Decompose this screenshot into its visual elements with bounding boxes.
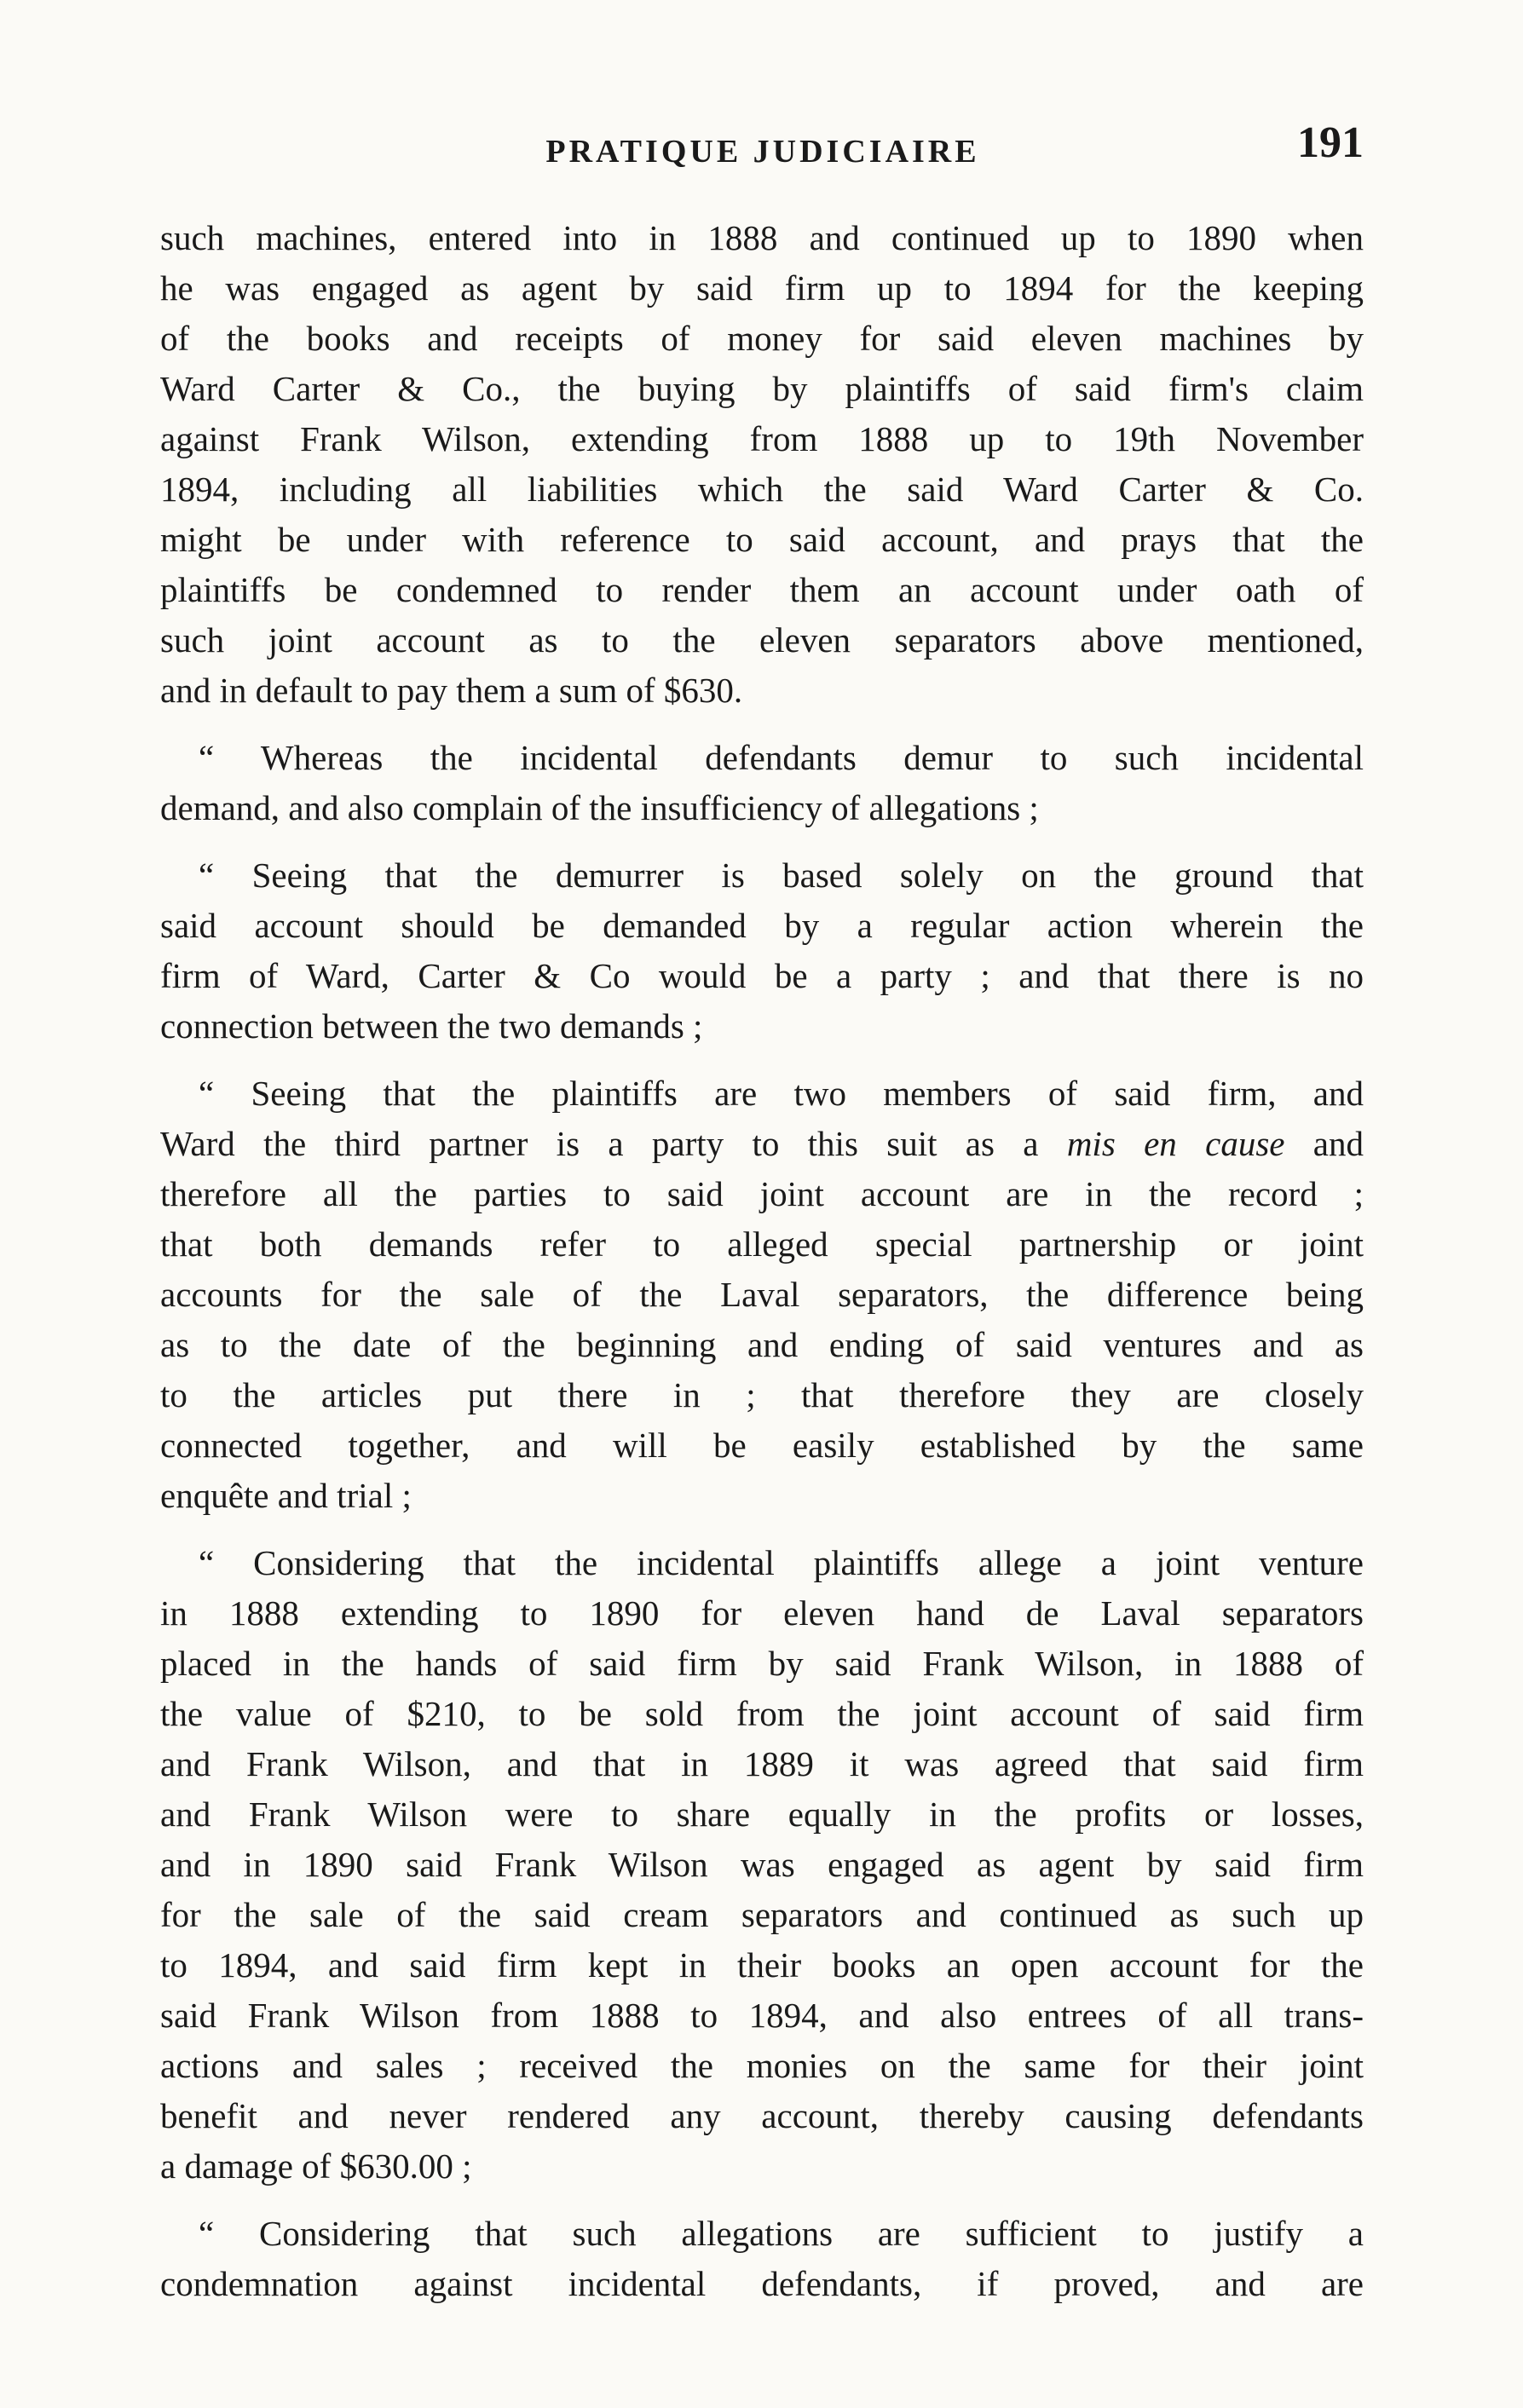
text-line: “ Considering that such allegations are sufficient to justify a <box>199 2214 1364 2253</box>
text-line: said Frank Wilson from 1888 to 1894, and also entrees of all trans- <box>160 1996 1364 2035</box>
page-number: 191 <box>1297 118 1364 167</box>
text-line: enquête and trial ; <box>160 1476 412 1515</box>
text-line: such joint account as to the eleven separators above mentioned, <box>160 620 1364 660</box>
text-line: actions and sales ; received the monies on the same for their joint <box>160 2046 1364 2085</box>
text-line: therefore all the parties to said joint account are in the record ; <box>160 1174 1364 1213</box>
text-line: 1894, including all liabilities which the said Ward Carter & Co. <box>160 470 1364 509</box>
text-line: placed in the hands of said firm by said Frank Wilson, in 1888 of <box>160 1644 1364 1683</box>
running-title: PRATIQUE JUDICIAIRE <box>545 134 980 170</box>
paragraph <box>160 733 1364 833</box>
text-line: connection between the two demands ; <box>160 1006 703 1046</box>
text-line: condemnation against incidental defendants, if proved, and are <box>160 2264 1364 2303</box>
text-line: to 1894, and said firm kept in their books an open account for the <box>160 1945 1364 1985</box>
text-line: and in 1890 said Frank Wilson was engaged as agent by said firm <box>160 1845 1364 1884</box>
text-line: and Frank Wilson, and that in 1889 it was agreed that said firm <box>160 1744 1364 1783</box>
body-text <box>160 213 1364 2316</box>
text-line: a damage of $630.00 ; <box>160 2146 472 2186</box>
text-line: and in default to pay them a sum of $630. <box>160 671 743 710</box>
text-line: demand, and also complain of the insufficiency of allegations ; <box>160 788 1039 827</box>
text-line: the value of $210, to be sold from the joint account of said firm <box>160 1694 1364 1733</box>
text-line: firm of Ward, Carter & Co would be a party ; and that there is no <box>160 956 1364 995</box>
text-line: of the books and receipts of money for said eleven machines by <box>160 319 1364 358</box>
paragraph <box>160 2209 1364 2309</box>
text-line: for the sale of the said cream separators and continued as such up <box>160 1895 1364 1934</box>
text-line: that both demands refer to alleged special partnership or joint <box>160 1224 1364 1264</box>
text-line: Ward the third partner is a party to this suit as a mis en cause and <box>160 1124 1364 1163</box>
text-line: “ Seeing that the plaintiffs are two members of said firm, and <box>199 1074 1364 1113</box>
text-line: as to the date of the beginning and ending of said ventures and as <box>160 1325 1364 1364</box>
text-line: Ward Carter & Co., the buying by plaintiffs of said firm's claim <box>160 369 1364 408</box>
paragraph <box>160 1538 1364 2192</box>
text-line: to the articles put there in ; that therefore they are closely <box>160 1375 1364 1414</box>
text-line: such machines, entered into in 1888 and continued up to 1890 when <box>160 218 1364 257</box>
text-line: connected together, and will be easily established by the same <box>160 1426 1364 1465</box>
text-line: might be under with reference to said account, and prays that the <box>160 520 1364 559</box>
paragraph <box>160 213 1364 716</box>
text-line: said account should be demanded by a regular action wherein the <box>160 906 1364 945</box>
text-line: “ Seeing that the demurrer is based solely on the ground that <box>199 855 1364 895</box>
text-line: “ Considering that the incidental plaintiffs allege a joint venture <box>199 1543 1364 1582</box>
text-line: plaintiffs be condemned to render them an account under oath of <box>160 570 1364 609</box>
text-line: in 1888 extending to 1890 for eleven hand de Laval separators <box>160 1593 1364 1633</box>
page-header <box>162 118 1364 177</box>
paragraph <box>160 1069 1364 1521</box>
text-line: accounts for the sale of the Laval separators, the difference being <box>160 1275 1364 1314</box>
text-line: “ Whereas the incidental defendants demur to such incidental <box>199 738 1364 777</box>
text-line: and Frank Wilson were to share equally in the profits or losses, <box>160 1794 1364 1834</box>
text-line: benefit and never rendered any account, thereby causing defendants <box>160 2096 1364 2135</box>
text-line: against Frank Wilson, extending from 1888 up to 19th November <box>160 419 1364 458</box>
text-line: he was engaged as agent by said firm up to 1894 for the keeping <box>160 268 1364 308</box>
paragraph <box>160 850 1364 1051</box>
